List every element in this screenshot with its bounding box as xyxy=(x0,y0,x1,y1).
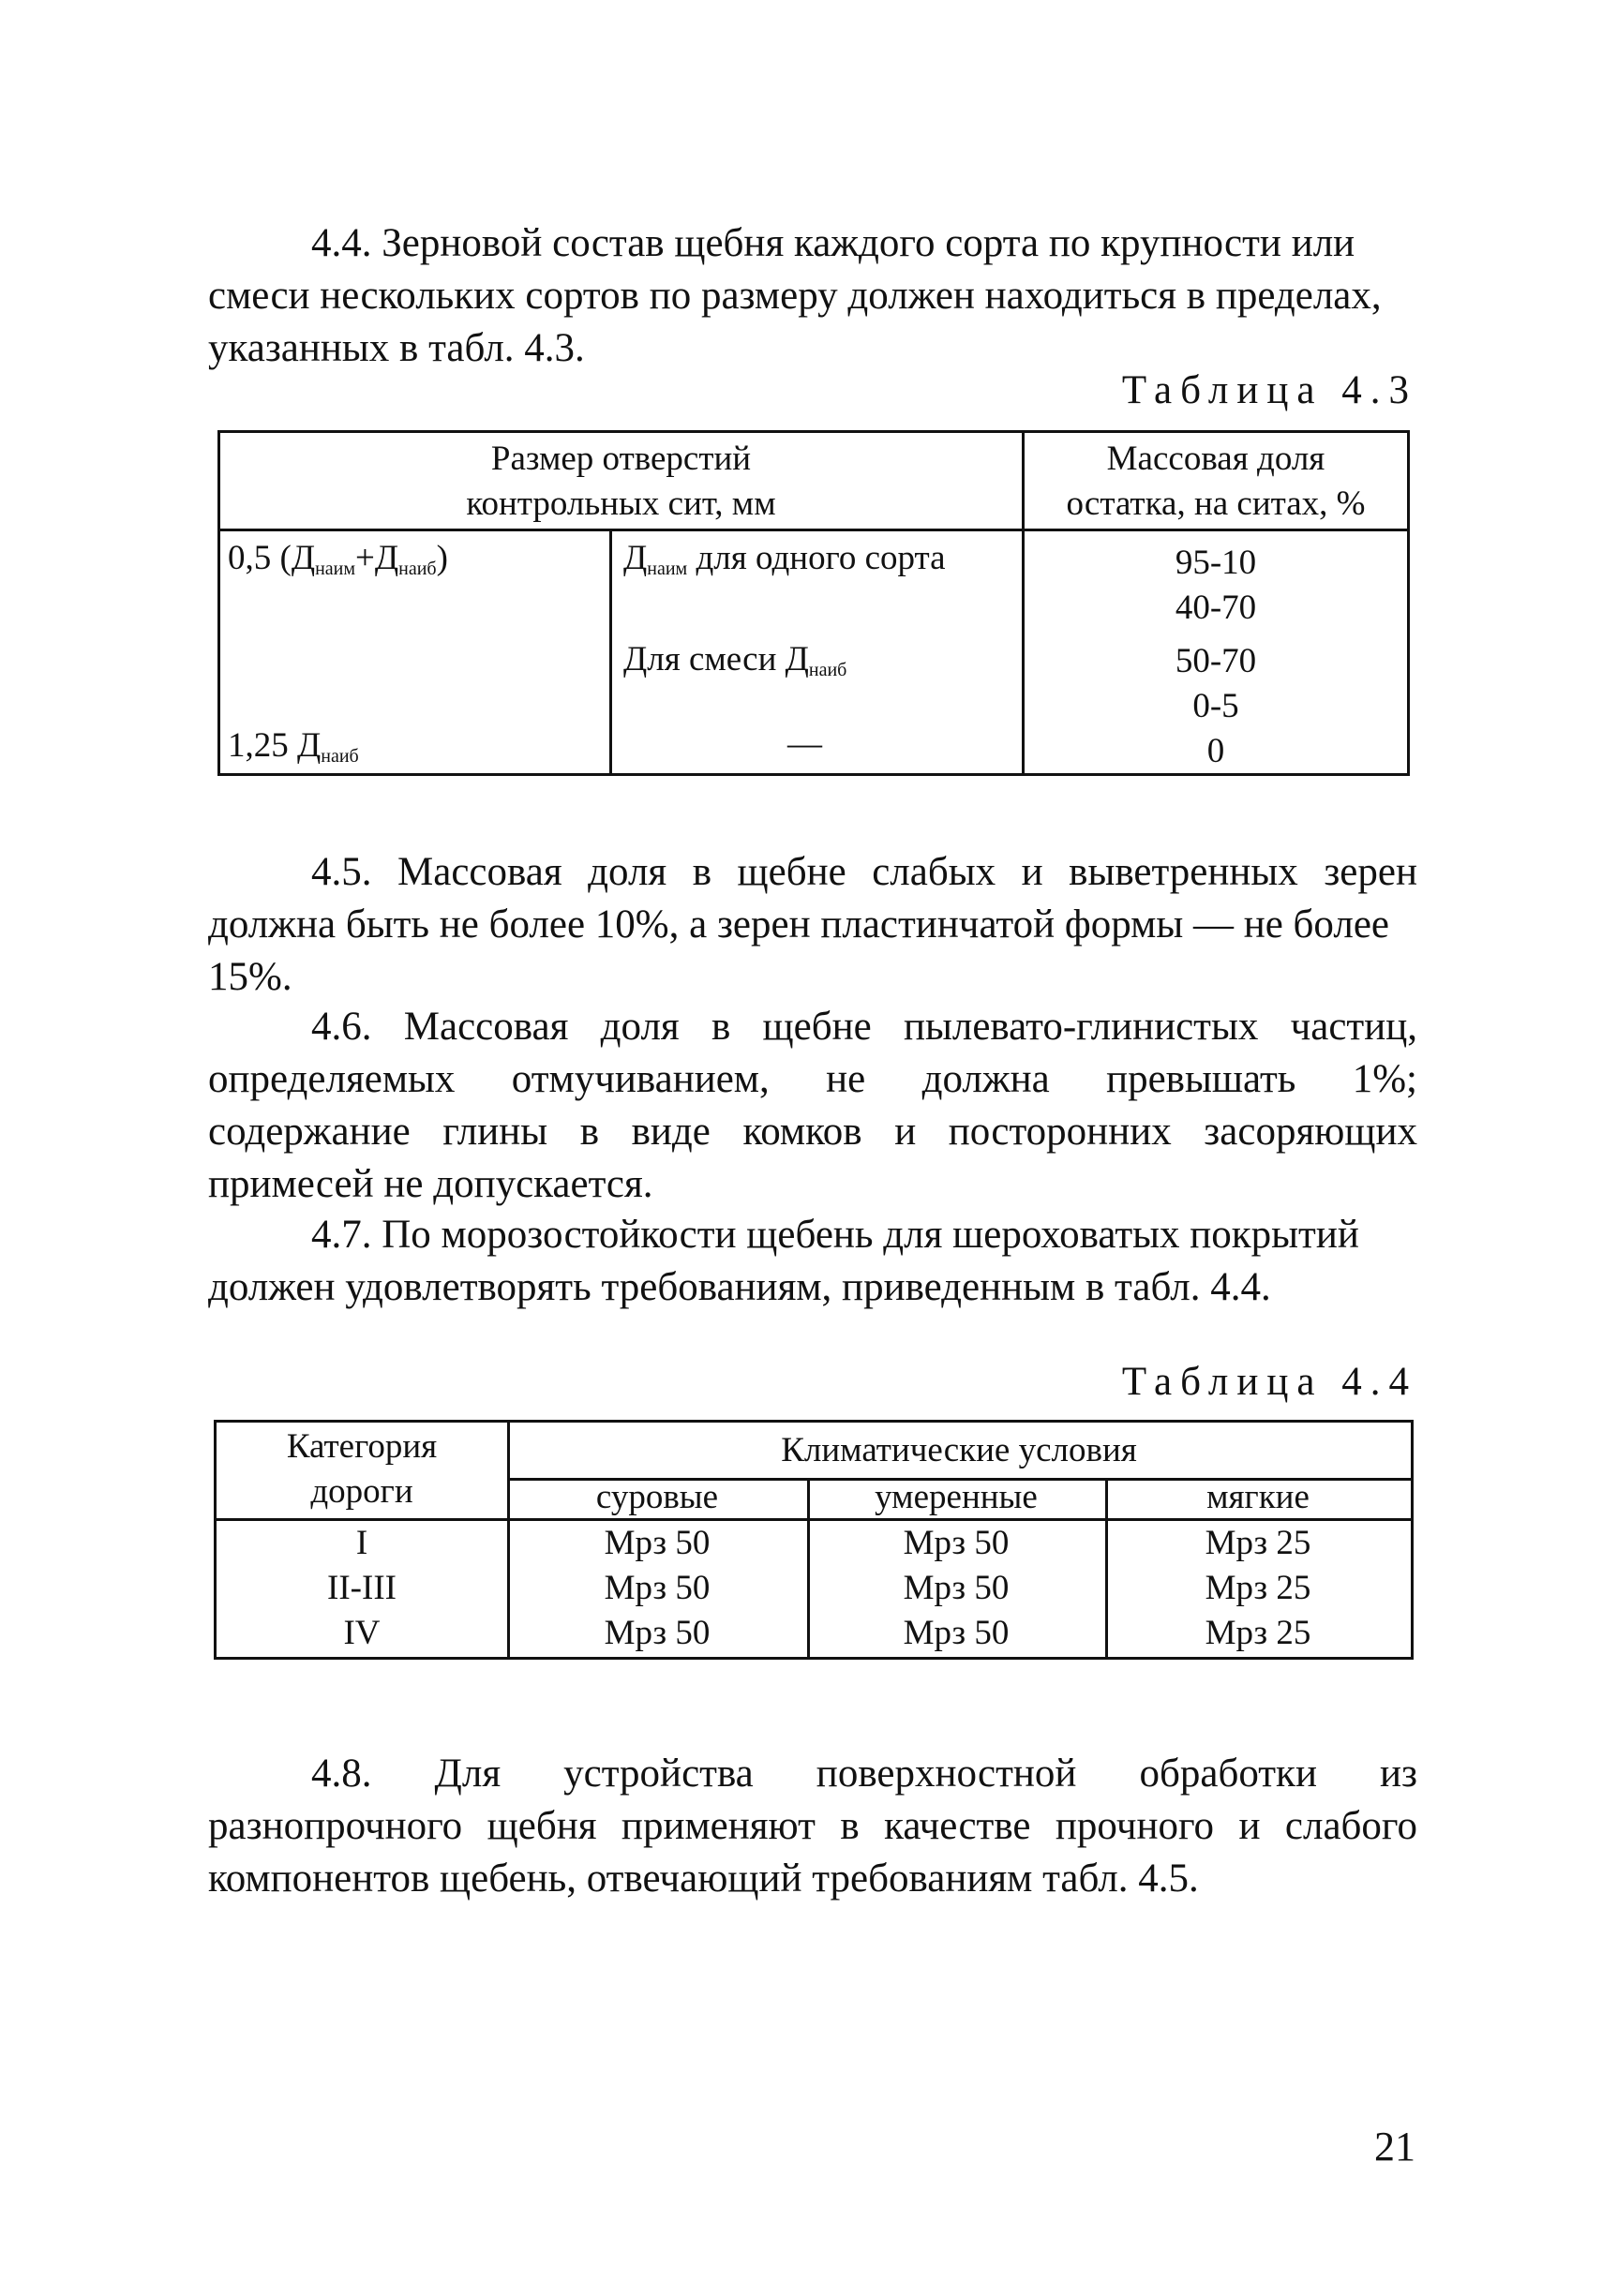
mass-fraction-value: 40-70 xyxy=(1175,589,1257,627)
paragraph-line: 4.5. Массовая доля в щебне слабых и выветренных зерен xyxy=(311,850,1417,894)
row-mild: Мрз 25 xyxy=(1205,1524,1311,1562)
subscript: наиб xyxy=(398,559,437,579)
paragraph-line: 4.4. Зерновой состав щебня каждого сорта по крупности или xyxy=(311,221,1355,265)
table-4-3-header-sieve-size xyxy=(220,433,1025,531)
row-moderate: Мрз 50 xyxy=(903,1569,1010,1607)
paragraph-4-8 xyxy=(208,1748,1417,1905)
row-category: IV xyxy=(343,1614,381,1652)
paragraph-line: определяемых отмучиванием, не должна превышать 1%; xyxy=(208,1057,1417,1101)
sieve-size-half-sum xyxy=(228,538,448,580)
header-line: дороги xyxy=(310,1472,413,1511)
paragraph-line: указанных в табл. 4.3. xyxy=(208,326,585,370)
paragraph-line: должен удовлетворять требованиям, приведенным в табл. 4.4. xyxy=(208,1265,1271,1309)
row-severe: Мрз 50 xyxy=(604,1524,711,1562)
mass-fraction-value: 0 xyxy=(1206,732,1225,770)
row-severe: Мрз 50 xyxy=(604,1614,711,1652)
page-number: 21 xyxy=(1374,2124,1415,2169)
subheader-moderate: умеренные xyxy=(875,1478,1038,1516)
text-part: Д xyxy=(623,539,648,577)
header-line: Массовая доля xyxy=(1106,440,1325,478)
sieve-size-1-25-dmax xyxy=(228,725,359,768)
paragraph-line: смеси нескольких сортов по размеру должен находиться в пределах, xyxy=(208,274,1382,318)
header-line: остатка, на ситах, % xyxy=(1066,485,1366,523)
subscript: наим xyxy=(647,559,688,579)
table-4-4 xyxy=(214,1420,1414,1660)
paragraph-line: 4.6. Массовая доля в щебне пылевато-глинистых частиц, xyxy=(311,1005,1417,1049)
subscript: наиб xyxy=(808,660,847,680)
paragraph-4-7 xyxy=(208,1209,1417,1314)
subheader-severe: суровые xyxy=(595,1478,719,1516)
paragraph-line: компонентов щебень, отвечающий требованиям табл. 4.5. xyxy=(208,1856,1199,1901)
text-part: ) xyxy=(436,539,448,577)
text-part: 1,25 Д xyxy=(228,726,322,765)
paragraph-line: 4.7. По морозостойкости щебень для шероховатых покрытий xyxy=(311,1213,1359,1257)
paragraph-line: должна быть не более 10%, а зерен пластинчатой формы — не более xyxy=(208,902,1389,947)
table-4-3-header-mass-fraction xyxy=(1025,433,1407,531)
column-divider xyxy=(609,531,612,773)
paragraph-line: 15%. xyxy=(208,955,292,999)
sieve-dmax-mixture xyxy=(623,639,846,681)
sieve-dmin-single-grade xyxy=(623,538,946,580)
row-moderate: Мрз 50 xyxy=(903,1614,1010,1652)
row-severe: Мрз 50 xyxy=(604,1569,711,1607)
header-line: контрольных сит, мм xyxy=(466,485,776,523)
header-climate: Климатические условия xyxy=(781,1431,1137,1469)
table-4-4-caption: Таблица 4.4 xyxy=(1121,1360,1417,1404)
header-line: Размер отверстий xyxy=(490,440,752,478)
header-line: Категория xyxy=(286,1427,438,1466)
text-part: 0,5 (Д xyxy=(228,539,316,577)
header-category xyxy=(217,1424,507,1514)
paragraph-4-6 xyxy=(208,1001,1417,1211)
mass-fraction-value: 0-5 xyxy=(1192,687,1239,725)
subscript: наиб xyxy=(321,746,359,767)
subscript: наим xyxy=(315,559,356,579)
paragraph-4-4 xyxy=(208,217,1417,375)
paragraph-line: 4.8. Для устройства поверхностной обработки из xyxy=(311,1752,1417,1796)
dash-cell: — xyxy=(787,724,822,763)
text-part: Для смеси Д xyxy=(623,640,809,678)
paragraph-line: примесей не допускается. xyxy=(208,1162,653,1206)
subheader-mild: мягкие xyxy=(1206,1478,1310,1516)
paragraph-line: содержание глины в виде комков и посторонних засоряющих xyxy=(208,1110,1417,1154)
text-part: для одного сорта xyxy=(687,539,946,577)
row-category: II-III xyxy=(327,1569,397,1607)
row-mild: Мрз 25 xyxy=(1205,1569,1311,1607)
row-moderate: Мрз 50 xyxy=(903,1524,1010,1562)
paragraph-line: разнопрочного щебня применяют в качестве прочного и слабого xyxy=(208,1804,1417,1848)
table-4-3-caption: Таблица 4.3 xyxy=(1121,368,1417,412)
mass-fraction-value: 95-10 xyxy=(1175,544,1257,582)
row-category: I xyxy=(355,1524,368,1562)
row-mild: Мрз 25 xyxy=(1205,1614,1311,1652)
table-4-3 xyxy=(217,430,1410,776)
text-part: +Д xyxy=(355,539,399,577)
paragraph-4-5 xyxy=(208,846,1417,1004)
mass-fraction-value: 50-70 xyxy=(1175,642,1257,680)
